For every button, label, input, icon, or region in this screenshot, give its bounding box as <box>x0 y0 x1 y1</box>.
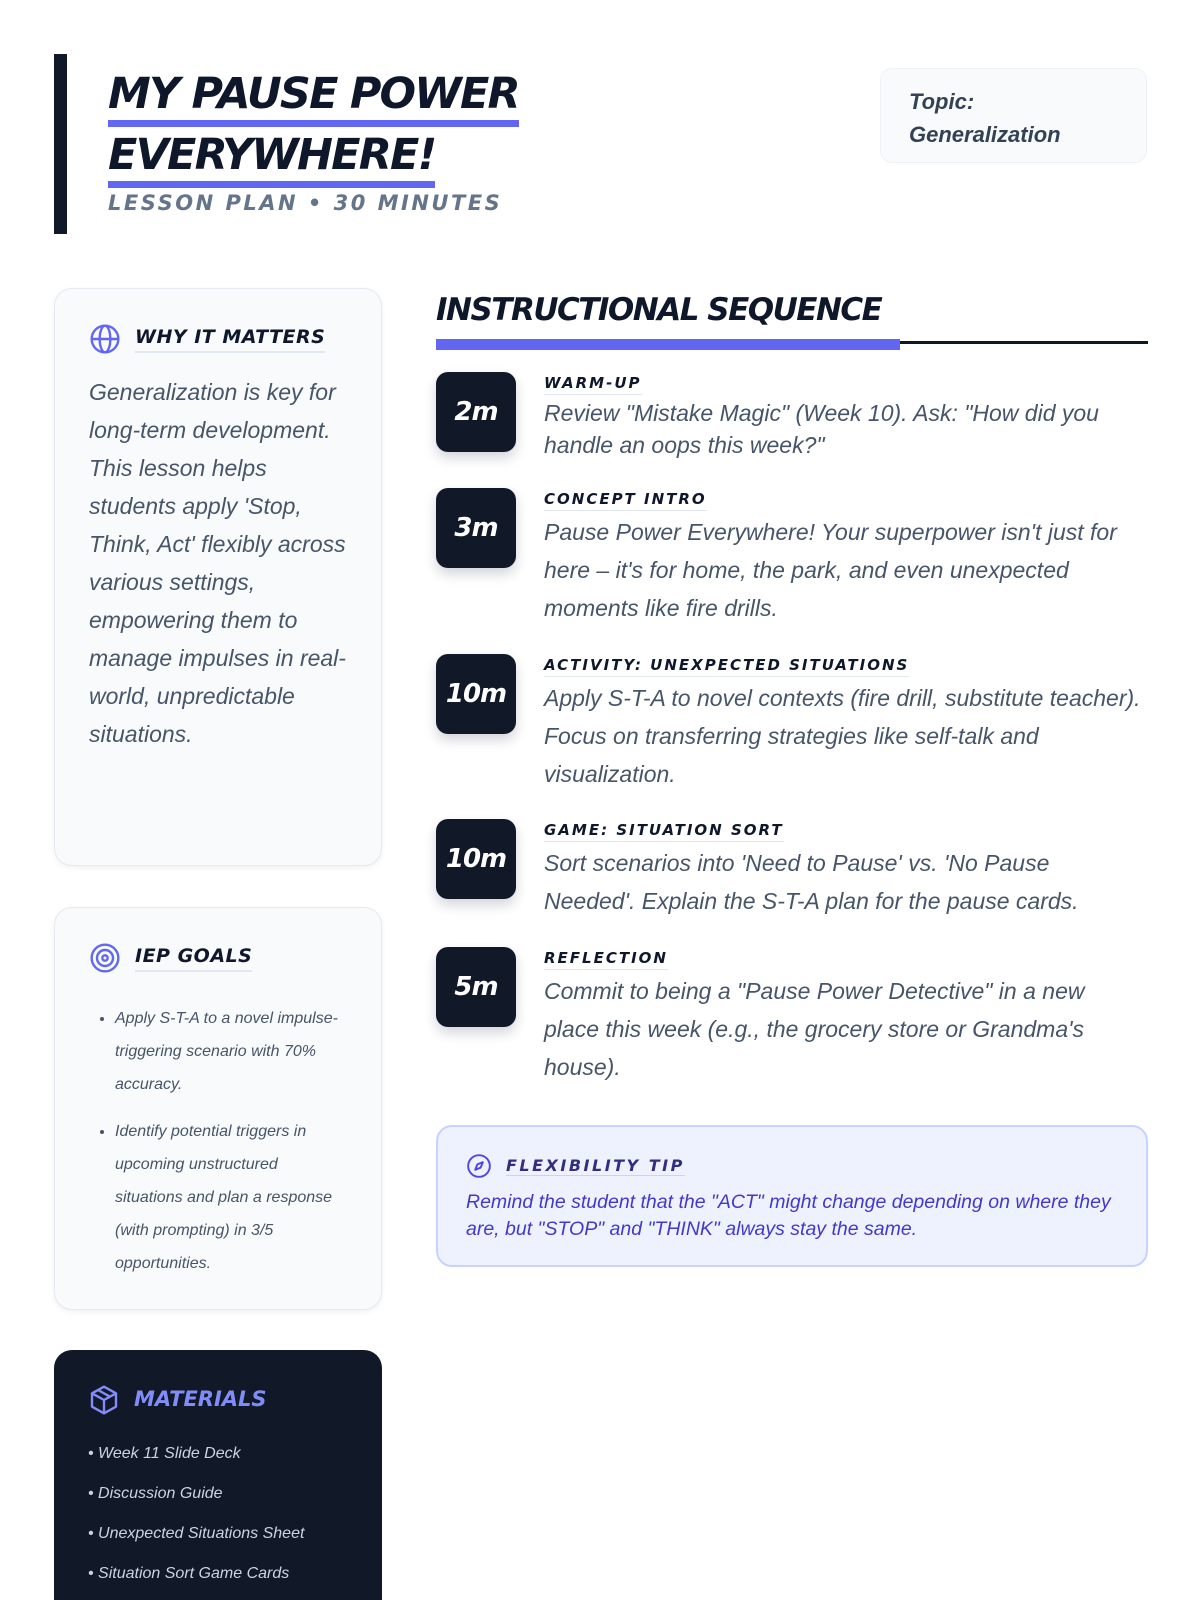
page-header <box>108 68 748 216</box>
step-text: Pause Power Everywhere! Your superpower isn't just for here – it's for home, the park, and even unexpected moments like fire drills. <box>544 519 1117 621</box>
list-item: • Unexpected Situations Sheet <box>88 1514 348 1554</box>
topic-label: Topic: <box>909 89 975 114</box>
list-item: • Apply S-T-A to a novel impulse-triggering scenario with 70% accuracy. <box>115 1002 347 1101</box>
duration-badge: 2m <box>436 372 516 452</box>
sequence-header <box>436 290 1148 330</box>
list-item: • Discussion Guide <box>88 1474 348 1514</box>
duration-badge: 3m <box>436 488 516 568</box>
list-item: • Week 11 Slide Deck <box>88 1434 348 1474</box>
step-text: Commit to being a "Pause Power Detective" in a new place this week (e.g., the grocery store or Grandma's house). <box>544 978 1085 1080</box>
page-subtitle: LESSON PLAN • 30 MINUTES <box>108 191 503 215</box>
why-it-matters-text: Generalization is key for long-term development. This lesson helps students apply 'Stop, Think, Act' flexibly across various settings, empowering them to manage impulses in real-world, unpredictable situations. <box>89 379 346 747</box>
sequence-rule-accent <box>436 339 900 350</box>
step-text: Apply S-T-A to novel contexts (fire drill, substitute teacher). Focus on transferring strategies like self-talk and visualization. <box>544 685 1141 787</box>
step-text: Review "Mistake Magic" (Week 10). Ask: "How did you handle an oops this week?" <box>544 400 1099 458</box>
topic-box <box>880 68 1147 163</box>
step-label: ACTIVITY: UNEXPECTED SITUATIONS <box>544 654 909 677</box>
flexibility-tip-text: Remind the student that the "ACT" might change depending on where they are, but "STOP" and "THINK" always stay the same. <box>466 1191 1111 1240</box>
duration-badge: 10m <box>436 654 516 734</box>
flexibility-tip-title: FLEXIBILITY TIP <box>506 1156 685 1175</box>
duration-badge: 5m <box>436 947 516 1027</box>
compass-icon <box>466 1153 492 1179</box>
iep-goals-list <box>89 1002 347 1280</box>
why-it-matters-title: WHY IT MATTERS <box>135 326 325 353</box>
topic-value: Generalization <box>909 122 1061 147</box>
step-label: WARM-UP <box>544 372 642 395</box>
list-item: • Identify potential triggers in upcoming unstructured situations and plan a response (with prompting) in 3/5 opportunities. <box>115 1115 347 1280</box>
page-title-line-2: EVERYWHERE! <box>108 129 435 188</box>
materials-list <box>88 1434 348 1594</box>
duration-badge: 10m <box>436 819 516 899</box>
box-icon <box>88 1384 120 1416</box>
step-text: Sort scenarios into 'Need to Pause' vs. 'No Pause Needed'. Explain the S-T-A plan for the pause cards. <box>544 850 1079 914</box>
iep-goals-card <box>54 907 382 1310</box>
iep-goals-title: IEP GOALS <box>135 945 252 972</box>
sequence-title: INSTRUCTIONAL SEQUENCE <box>436 292 882 328</box>
why-it-matters-card <box>54 288 382 866</box>
step-label: GAME: SITUATION SORT <box>544 819 784 842</box>
list-item: • Situation Sort Game Cards <box>88 1554 348 1594</box>
materials-title: MATERIALS <box>134 1386 267 1411</box>
globe-icon <box>89 323 121 355</box>
page-title-line-1: MY PAUSE POWER <box>108 68 519 127</box>
title-accent-bar <box>54 54 67 234</box>
step-label: REFLECTION <box>544 947 668 970</box>
materials-card <box>54 1350 382 1600</box>
target-icon <box>89 942 121 974</box>
flexibility-tip-card <box>436 1125 1148 1267</box>
step-label: CONCEPT INTRO <box>544 488 707 511</box>
